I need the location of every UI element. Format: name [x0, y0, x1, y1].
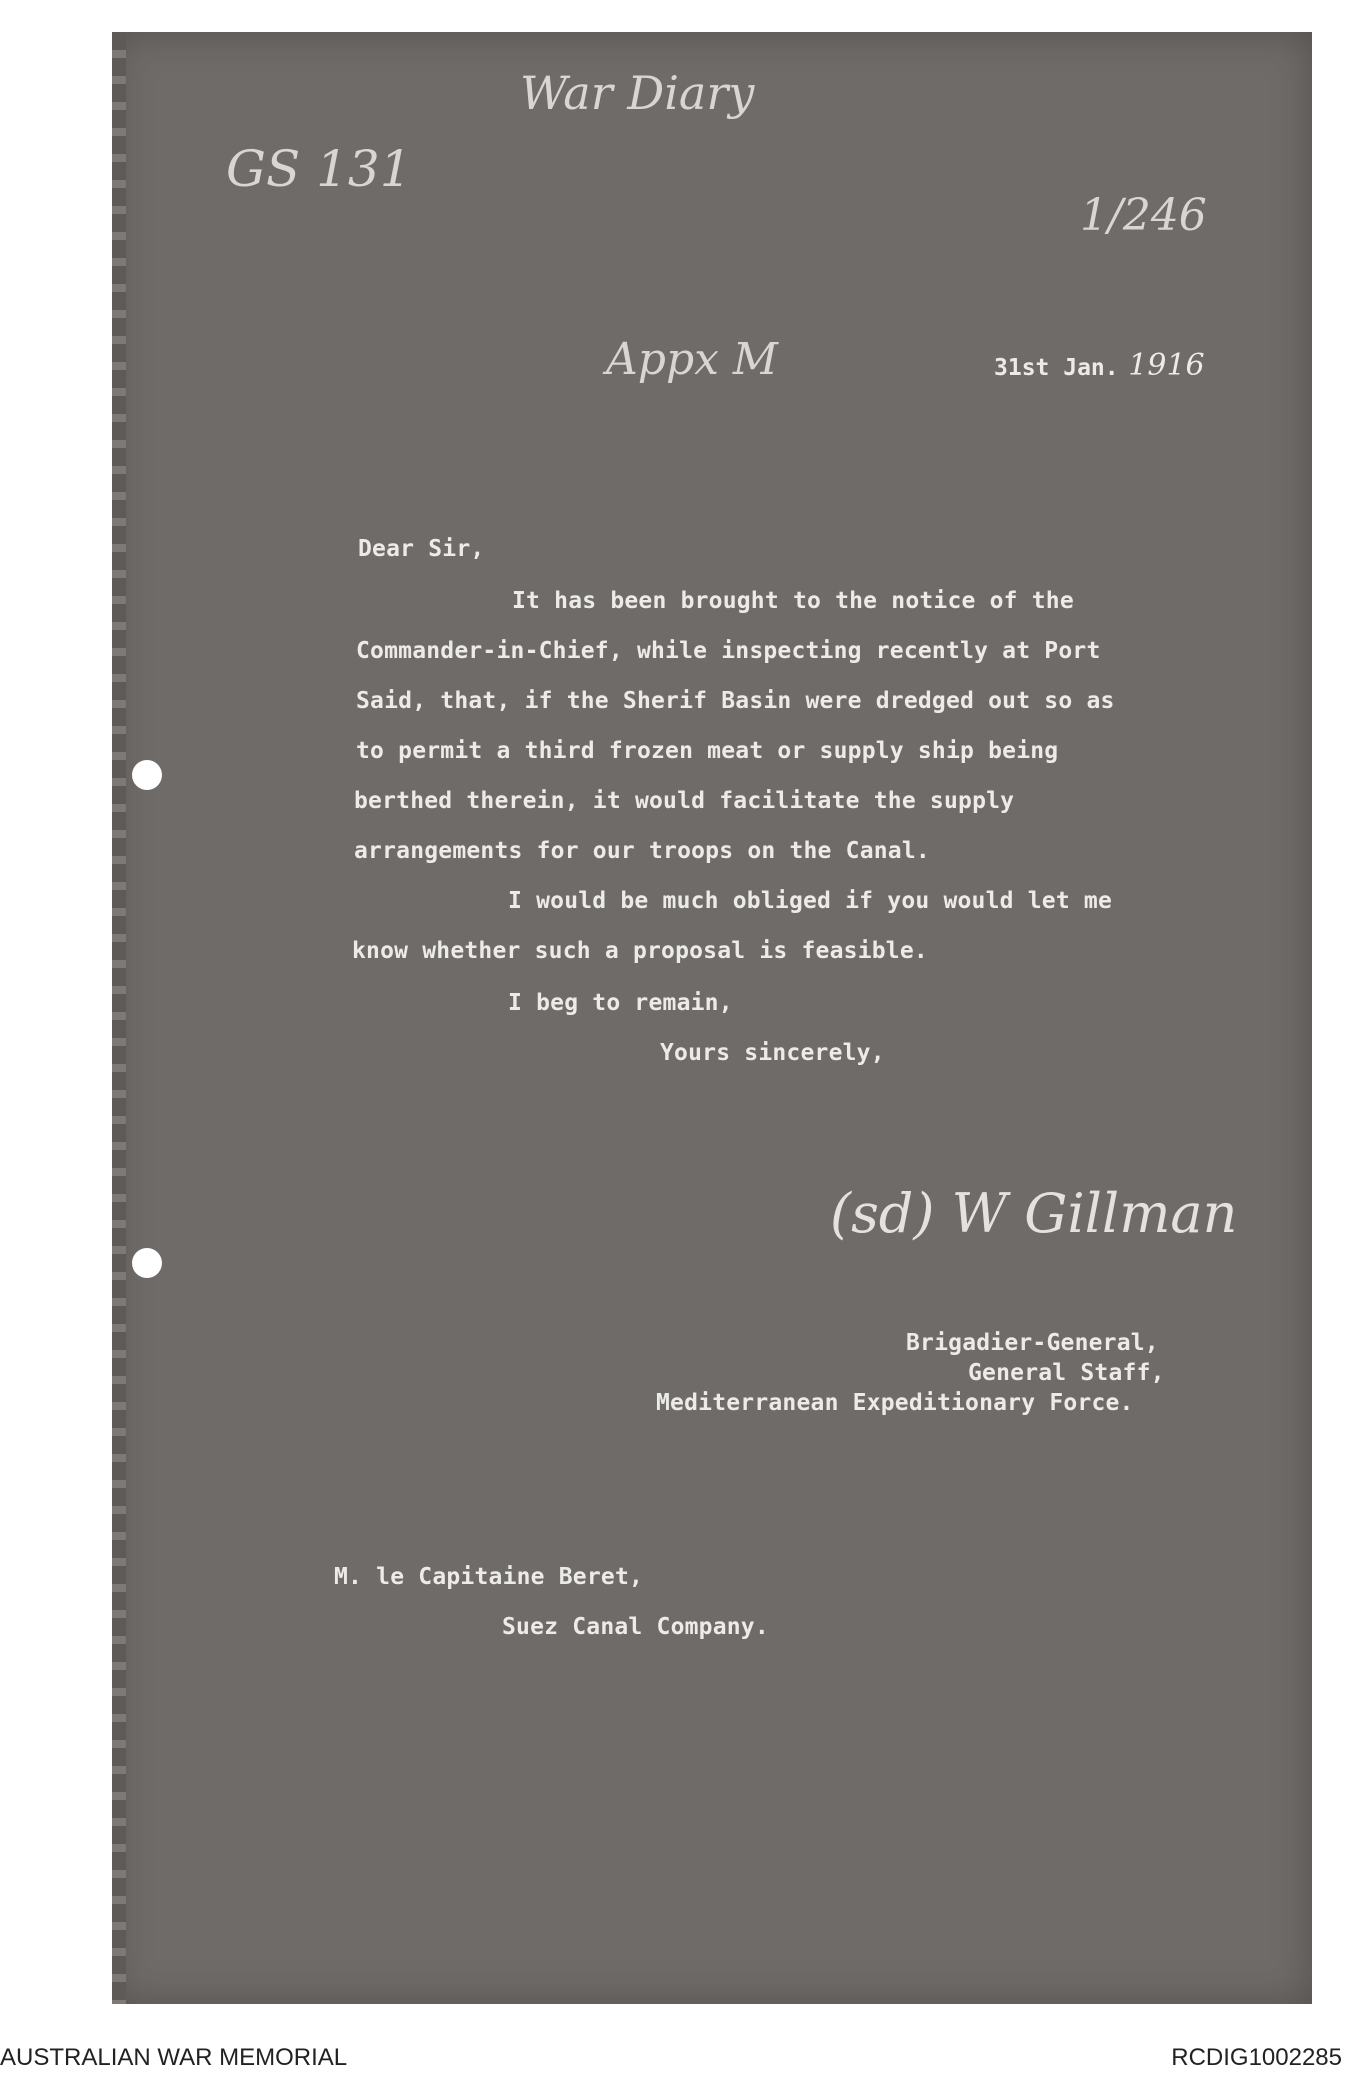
addressee-company: Suez Canal Company. — [502, 1614, 769, 1640]
letter-date — [994, 348, 1205, 383]
body-line: to permit a third frozen meat or supply ship being — [356, 738, 1059, 764]
signatory-title: Mediterranean Expeditionary Force. — [656, 1390, 1134, 1416]
closing-line: I beg to remain, — [508, 990, 733, 1016]
body-line: I would be much obliged if you would let me — [508, 888, 1113, 914]
body-line: It has been brought to the notice of the — [512, 588, 1074, 614]
footer-right-id: RCDIG1002285 — [1171, 2044, 1342, 2071]
footer-left-credit: AUSTRALIAN WAR MEMORIAL — [0, 2044, 348, 2071]
body-line: Commander-in-Chief, while inspecting recently at Port — [356, 638, 1101, 664]
gs-reference-annotation: GS 131 — [226, 140, 412, 198]
body-line: arrangements for our troops on the Canal. — [354, 838, 930, 864]
date-year: 1916 — [1128, 348, 1205, 383]
signatory-title: Brigadier-General, — [906, 1330, 1159, 1356]
war-diary-annotation: War Diary — [520, 66, 755, 120]
document-sheet — [112, 32, 1312, 2004]
body-line: berthed therein, it would facilitate the supply — [354, 788, 1015, 814]
signature: (sd) W Gillman — [830, 1182, 1238, 1245]
salutation: Dear Sir, — [358, 536, 485, 562]
punch-hole — [132, 760, 162, 790]
punch-hole — [132, 1248, 162, 1278]
folio-annotation: 1/246 — [1080, 190, 1207, 241]
date-typed: 31st Jan. — [994, 355, 1119, 381]
body-line: Said, that, if the Sherif Basin were dredged out so as — [356, 688, 1115, 714]
appendix-annotation: Appx M — [606, 334, 778, 385]
signatory-title: General Staff, — [968, 1360, 1165, 1386]
body-line: know whether such a proposal is feasible. — [352, 938, 928, 964]
addressee-name: M. le Capitaine Beret, — [334, 1564, 644, 1590]
closing-line: Yours sincerely, — [660, 1040, 885, 1066]
torn-left-edge — [112, 32, 126, 2004]
